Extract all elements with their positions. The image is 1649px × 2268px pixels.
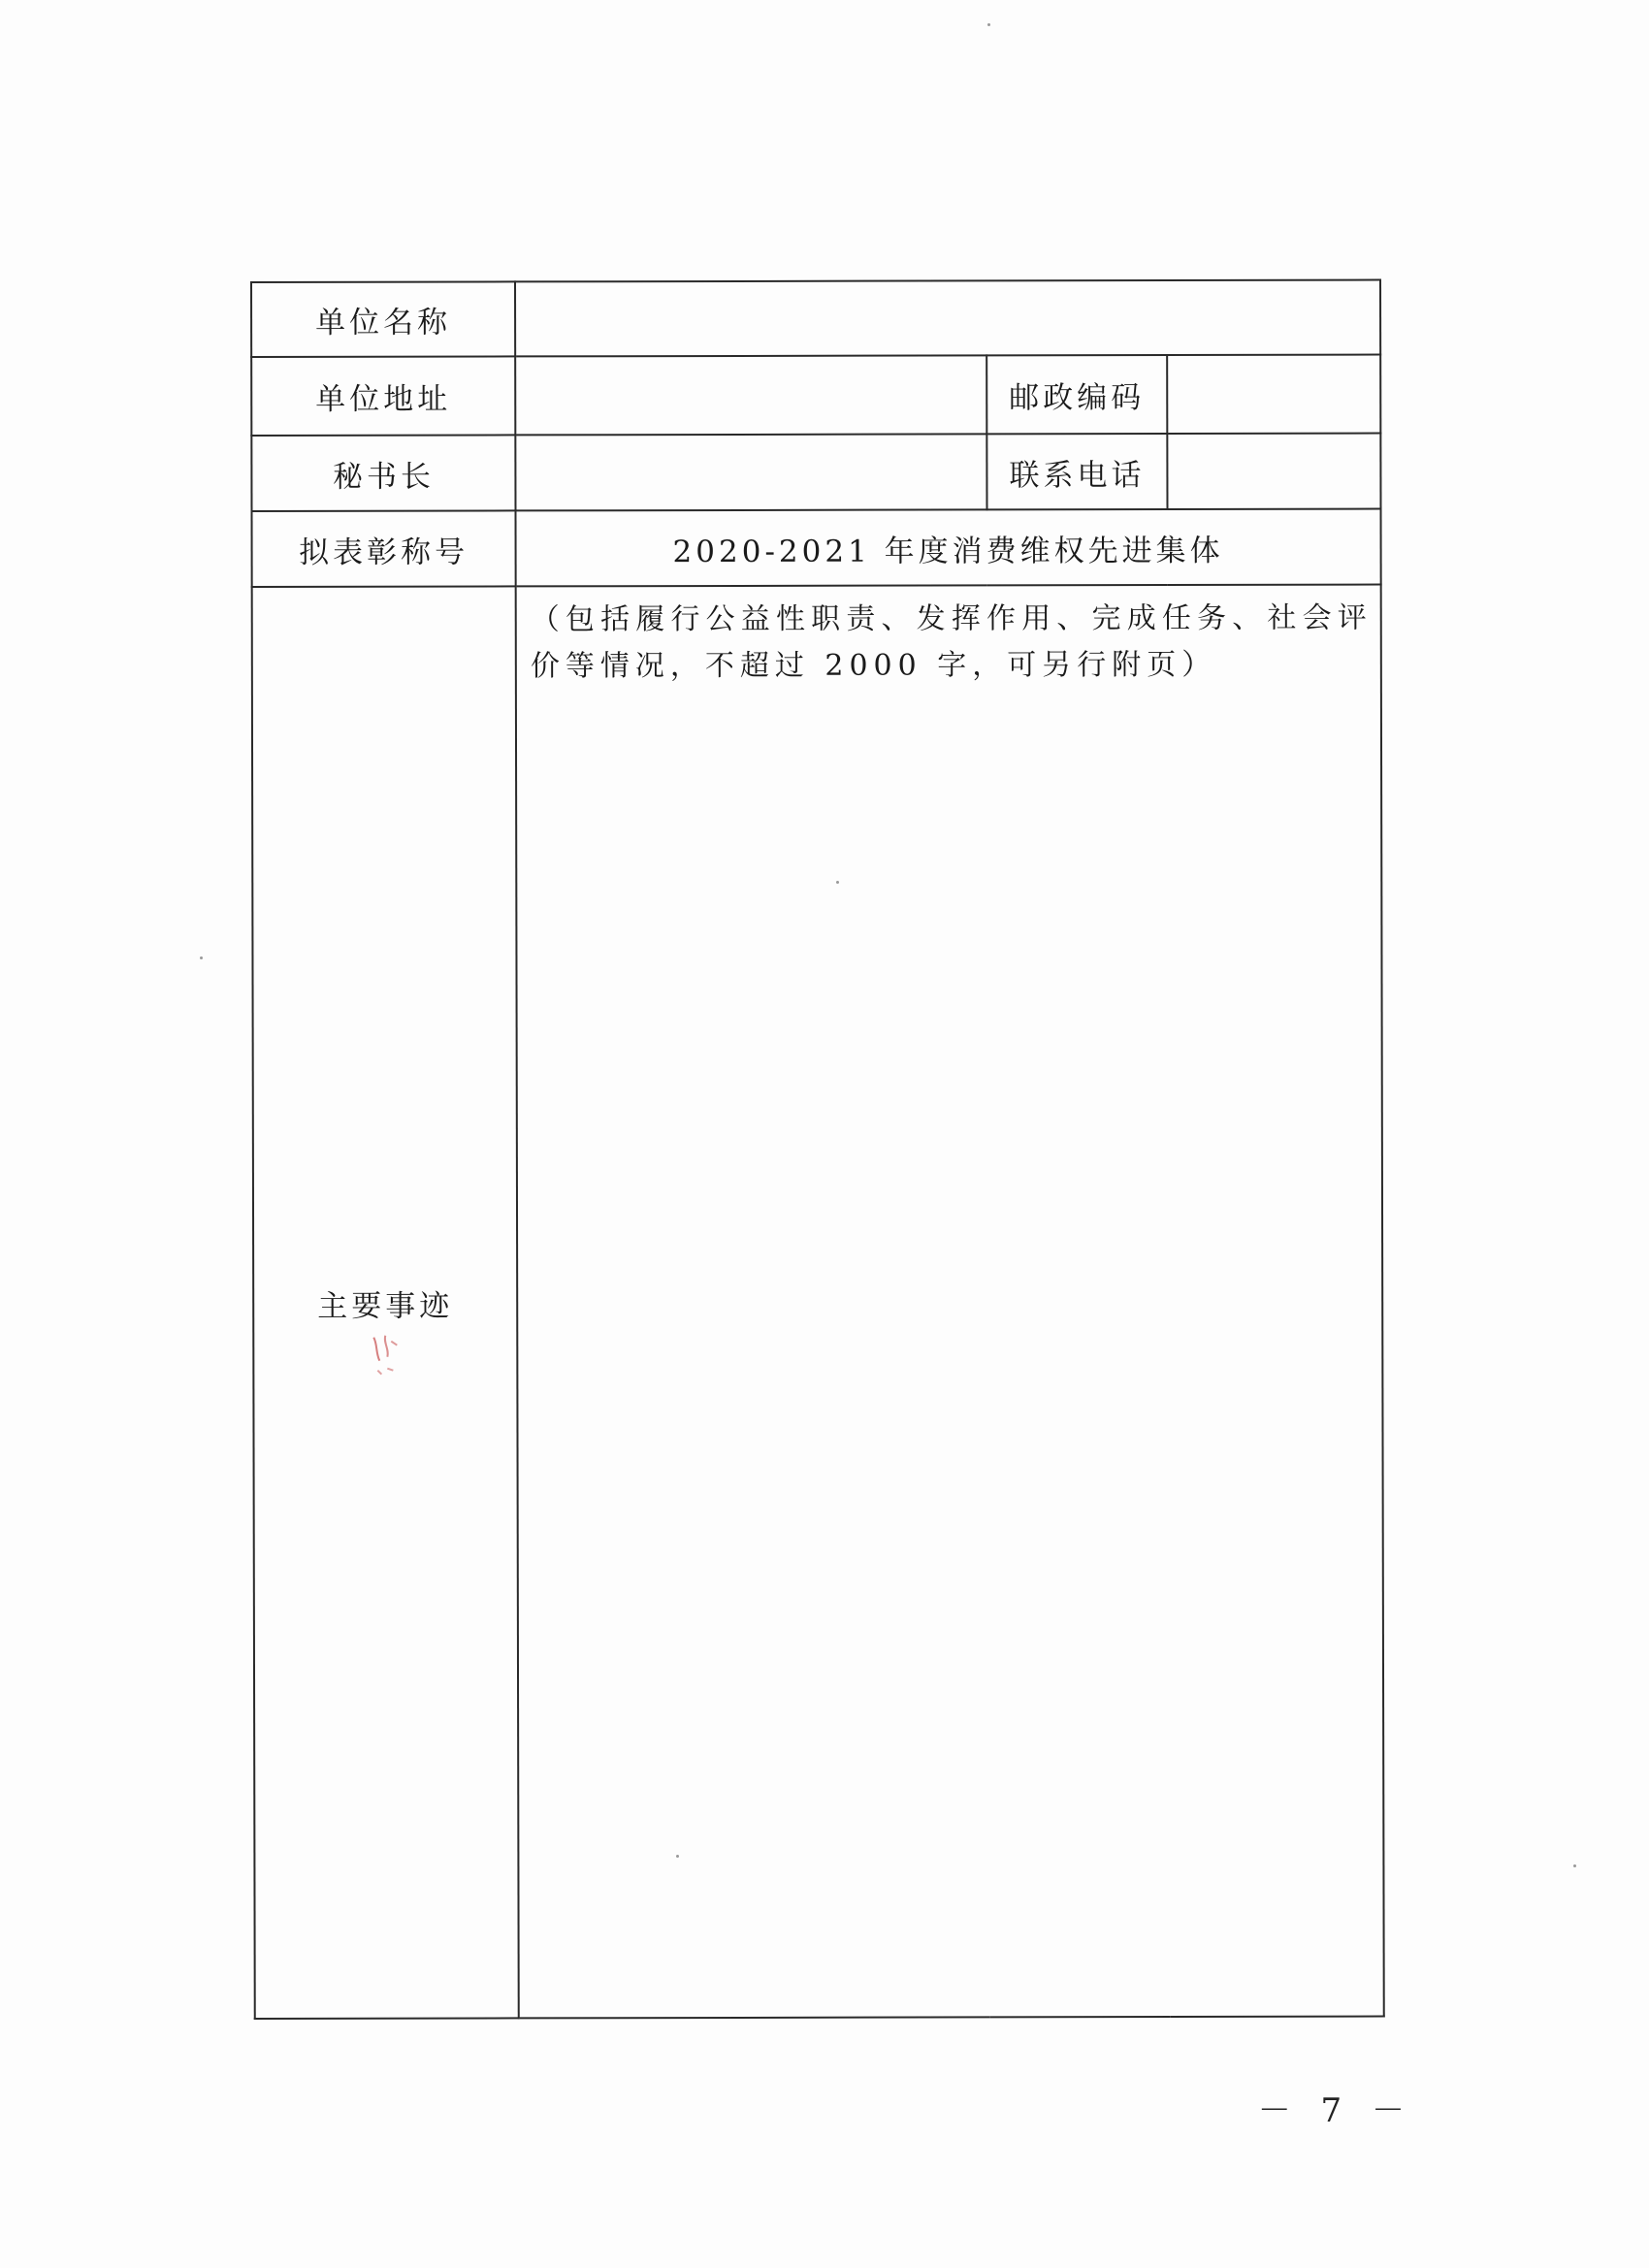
row-main-deeds (252, 585, 1384, 2019)
unit-name-label: 单位名称 (251, 281, 515, 357)
scan-speck (200, 956, 203, 959)
scan-speck (1573, 1864, 1576, 1867)
unit-address-label: 单位地址 (251, 356, 515, 436)
row-proposed-honor (251, 509, 1380, 587)
secretary-general-label: 秘书长 (251, 435, 515, 511)
main-deeds-label-cell (252, 586, 519, 2019)
stamp-icon (364, 1332, 406, 1378)
postcode-label: 邮政编码 (986, 355, 1167, 434)
main-deeds-field[interactable] (516, 585, 1384, 2019)
proposed-honor-label: 拟表彰称号 (251, 510, 515, 587)
scan-speck (676, 1855, 679, 1858)
row-unit-address (251, 355, 1380, 436)
scan-speck (836, 881, 839, 884)
unit-name-field[interactable] (515, 280, 1380, 357)
scan-speck (987, 23, 990, 26)
row-unit-name (251, 280, 1380, 357)
unit-address-field[interactable] (515, 355, 986, 435)
page-number: － 7 － (1257, 2091, 1414, 2130)
phone-field[interactable] (1167, 434, 1380, 509)
main-deeds-instruction: （包括履行公益性职责、发挥作用、完成任务、社会评价等情况，不超过 2000 字，可另行附页） (530, 600, 1373, 684)
row-secretary-general (251, 434, 1380, 511)
main-deeds-label: 主要事迹 (317, 1288, 454, 1324)
postcode-field[interactable] (1167, 355, 1380, 434)
secretary-general-field[interactable] (515, 434, 986, 510)
proposed-honor-value: 2020-2021 年度消费维权先进集体 (515, 509, 1380, 587)
commendation-application-form (250, 279, 1385, 2020)
phone-label: 联系电话 (986, 434, 1167, 509)
